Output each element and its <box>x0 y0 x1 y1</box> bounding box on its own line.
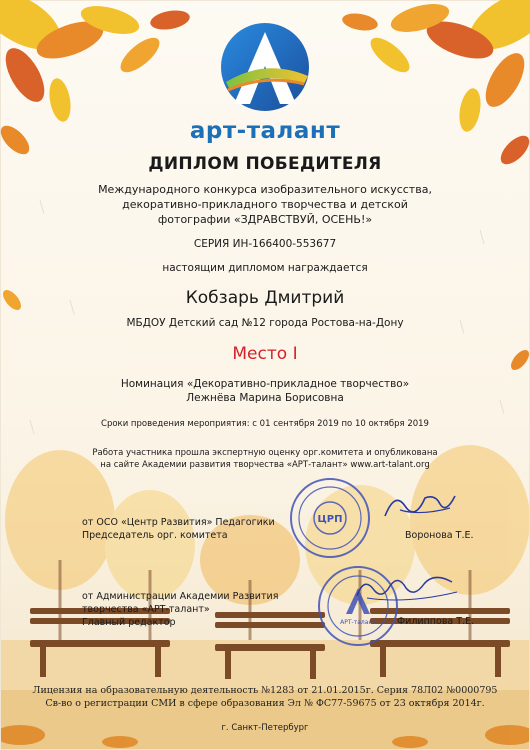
signatory-1-name: Воронова Т.Е. <box>405 530 474 541</box>
license-line: Лицензия на образовательную деятельность №1283 от 21.01.2015г. Серия 78Л02 №0000795 <box>32 685 498 696</box>
expert-note <box>0 447 530 471</box>
signatory-line: творчества «АРТ-талант» <box>82 604 210 615</box>
signature-1 <box>380 486 460 526</box>
recipient-organization: МБДОУ Детский сад №12 города Ростова-на-Дону <box>126 317 404 329</box>
note-line: Работа участника прошла экспертную оценку орг.комитета и опубликована <box>92 448 438 458</box>
contest-line: Международного конкурса изобразительного искусства, <box>98 183 432 196</box>
signatory-2-title <box>82 590 278 629</box>
signatory-line: от ОСО «Центр Развития» Педагогики <box>82 517 275 528</box>
brand-name: арт-талант <box>189 118 341 144</box>
stamp-crp-icon <box>288 476 372 560</box>
contest-description <box>0 182 530 227</box>
stamp-crp-text: ЦРП <box>317 514 343 525</box>
signatory-1-title <box>82 516 275 542</box>
series-number: СЕРИЯ ИН-166400-553677 <box>193 238 337 250</box>
signatory-line: от Администрации Академии Развития <box>82 591 279 602</box>
signatory-line: Главный редактор <box>82 617 176 628</box>
place-award: Место I <box>232 344 298 364</box>
nomination-title: Номинация «Декоративно-прикладное творчество» <box>120 378 410 390</box>
diploma-title: ДИПЛОМ ПОБЕДИТЕЛЯ <box>148 154 382 174</box>
signature-2 <box>352 568 462 608</box>
contest-line: декоративно-прикладного творчества и детской <box>122 198 408 211</box>
logo-a-letter-icon <box>218 18 312 116</box>
signatory-line: Председатель орг. комитета <box>82 530 228 541</box>
license-info <box>0 684 530 710</box>
contest-line: фотографии «ЗДРАВСТВУЙ, ОСЕНЬ!» <box>157 213 373 226</box>
supervisor-name: Лежнёва Марина Борисовна <box>186 392 344 404</box>
event-dates: Сроки проведения мероприятия: с 01 сентября 2019 по 10 октября 2019 <box>101 419 429 429</box>
stamp-art-talant-text: АРТ-талант <box>340 619 376 626</box>
award-text: настоящим дипломом награждается <box>162 262 368 274</box>
nomination-block <box>0 377 530 405</box>
license-line: Св-во о регистрации СМИ в сфере образования Эл № ФС77-59675 от 23 октября 2014г. <box>45 698 485 709</box>
signatory-2-name: Филиппова Т.Е. <box>397 616 475 627</box>
city: г. Санкт-Петербург <box>221 723 309 733</box>
note-line: на сайте Академии развития творчества «АРТ-талант» www.art-talant.org <box>100 460 430 470</box>
recipient-name: Кобзарь Дмитрий <box>185 288 345 308</box>
